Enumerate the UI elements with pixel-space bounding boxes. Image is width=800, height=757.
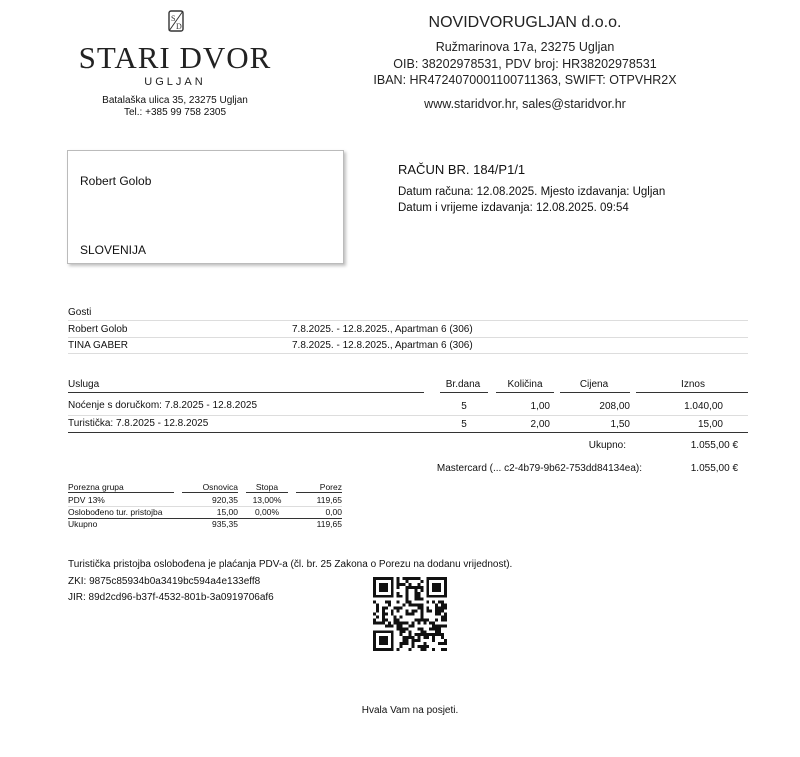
service-qty: 1,00	[530, 401, 550, 412]
tax-row-group: Ukupno	[68, 519, 98, 529]
tax-col-group: Porezna grupa	[68, 482, 124, 492]
col-qty: Količina	[507, 379, 543, 390]
divider	[68, 353, 748, 354]
qr-code-icon	[373, 577, 447, 651]
col-service: Usluga	[68, 379, 100, 390]
company-name: NOVIDVORUGLJAN d.o.o.	[428, 14, 622, 31]
col-price: Cijena	[579, 379, 609, 390]
payment-label: Mastercard (... c2-4b79-9b62-753dd84134ea):	[436, 463, 642, 474]
invoice-title: RAČUN BR. 184/P1/1	[398, 162, 526, 177]
guests-header: Gosti	[68, 307, 92, 318]
tax-col-rate: Stopa	[255, 482, 279, 492]
tax-row-base: 935,35	[212, 519, 238, 529]
divider	[68, 337, 748, 338]
tax-row-tax: 119,65	[316, 519, 342, 529]
tax-row-rate: 0,00%	[254, 507, 280, 517]
hotel-phone: Tel.: +385 99 758 2305	[123, 107, 227, 118]
total-value: 1.055,00 €	[690, 440, 738, 451]
company-address: Ružmarinova 17a, 23275 Ugljan	[435, 40, 615, 54]
payment-value: 1.055,00 €	[690, 463, 738, 474]
guest-name: Robert Golob	[68, 324, 128, 335]
total-label: Ukupno:	[588, 440, 626, 451]
divider	[68, 320, 748, 321]
divider	[496, 392, 554, 393]
service-qty: 2,00	[530, 419, 550, 430]
invoice-details: Datum računa: 12.08.2025. Mjesto izdavanja: Ugljan Datum i vrijeme izdavanja: 12.08.2025. 09:54	[398, 186, 666, 214]
guest-stay: 7.8.2025. - 12.8.2025., Apartman 6 (306)	[292, 340, 473, 351]
tax-col-tax: Porez	[319, 482, 342, 492]
tax-row-base: 920,35	[212, 495, 238, 505]
jir-code: JIR: 89d2cd96-b37f-4532-801b-3a0919706af6	[68, 592, 274, 603]
tax-row-tax: 119,65	[316, 495, 342, 505]
thanks-message: Hvala Vam na posjeti.	[361, 705, 459, 716]
divider	[68, 492, 174, 493]
svg-text:S: S	[171, 14, 176, 23]
tax-row-group: PDV 13%	[68, 495, 105, 505]
col-amount: Iznos	[681, 379, 705, 390]
guest-stay: 7.8.2025. - 12.8.2025., Apartman 6 (306)	[292, 324, 473, 335]
tax-row-rate: 13,00%	[252, 495, 282, 505]
svg-text:D: D	[176, 22, 182, 31]
hotel-address: Batalaška ulica 35, 23275 Ugljan	[102, 95, 248, 106]
guest-name: TINA GABER	[68, 340, 129, 351]
col-days: Br.dana	[445, 379, 481, 390]
recipient-name: Robert Golob	[80, 174, 152, 188]
company-block	[340, 14, 710, 32]
service-row: Noćenje s doručkom: 7.8.2025 - 12.8.2025	[68, 400, 258, 411]
company-web: www.staridvor.hr, sales@staridvor.hr	[424, 97, 626, 111]
service-amount: 1.040,00	[684, 401, 723, 412]
vat-note: Turistička pristojba oslobođena je plaćanja PDV-a (čl. br. 25 Zakona o Porezu na dodanu vrijednost).	[68, 559, 513, 570]
brand-subtitle: UGLJAN	[144, 76, 206, 88]
company-iban: IBAN: HR4724070001100711363, SWIFT: OTPVHR2X	[373, 73, 677, 87]
divider	[68, 415, 748, 416]
tax-row-tax: 0,00	[325, 507, 342, 517]
divider	[440, 392, 488, 393]
recipient-country: SLOVENIJA	[80, 243, 147, 257]
tax-row-base: 15,00	[216, 507, 238, 517]
brand-name: STARI DVOR	[78, 40, 272, 75]
divider	[636, 392, 748, 393]
service-amount: 15,00	[697, 419, 723, 430]
tax-col-base: Osnovica	[202, 482, 238, 492]
divider	[68, 432, 748, 433]
sd-monogram-icon	[161, 10, 191, 36]
divider	[560, 392, 630, 393]
company-oib: OIB: 38202978531, PDV broj: HR38202978531	[393, 57, 657, 71]
divider	[246, 492, 288, 493]
service-days: 5	[461, 401, 467, 412]
zki-code: ZKI: 9875c85934b0a3419bc594a4e133eff8	[68, 576, 261, 587]
service-row: Turistička: 7.8.2025 - 12.8.2025	[68, 418, 209, 429]
divider	[296, 492, 342, 493]
service-days: 5	[461, 419, 467, 430]
divider	[182, 492, 238, 493]
tax-row-group: Oslobođeno tur. pristojba	[68, 507, 163, 517]
service-price: 208,00	[599, 401, 630, 412]
service-price: 1,50	[610, 419, 630, 430]
divider	[68, 392, 424, 393]
